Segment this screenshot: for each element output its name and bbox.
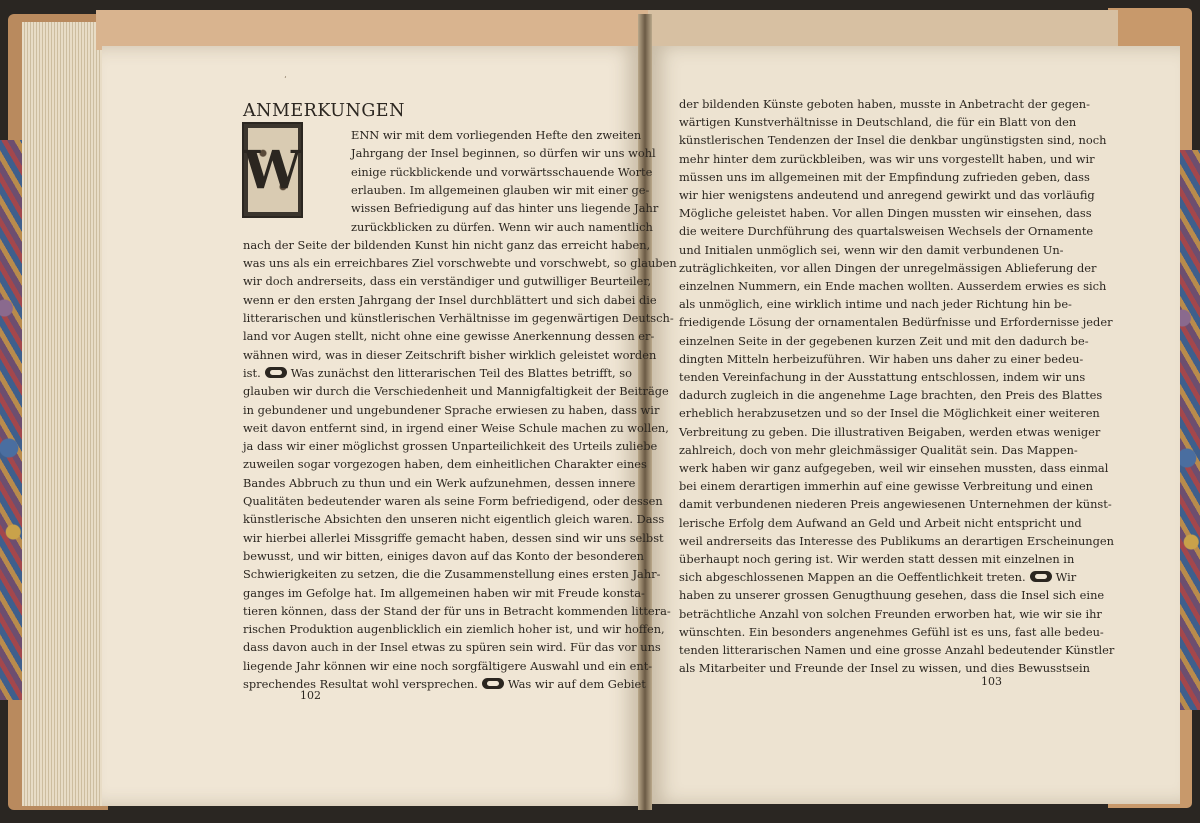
text-segment: lerische Erfolg dem Aufwand an Geld und Arbeit nicht entspricht und xyxy=(679,515,1082,530)
text-segment: als unmöglich, eine wirklich intime und nach jeder Richtung hin be- xyxy=(679,297,1072,312)
text-segment: litterarischen und künstlerischen Verhältnisse im gegenwärtigen Deutsch- xyxy=(243,311,674,325)
text-segment: Jahrgang der Insel beginnen, so dürfen wir uns wohl xyxy=(351,146,656,161)
text-line xyxy=(243,512,665,527)
text-line xyxy=(243,420,669,435)
text-segment: zurückblicken zu dürfen. Wenn wir auch namentlich xyxy=(351,219,653,234)
text-line xyxy=(679,424,1101,439)
text-line xyxy=(243,292,657,307)
text-segment: erheblich herabzusetzen und so der Insel die Möglichkeit einer weiteren xyxy=(679,406,1100,421)
text-segment: wünschten. Ein besonders angenehmes Gefühl ist es uns, fast alle bedeu- xyxy=(679,624,1104,639)
text-segment: Verbreitung zu geben. Die illustrativen Beigaben, werden etwas weniger xyxy=(679,424,1101,439)
text-segment: dadurch zugleich in die angenehme Lage brachten, den Preis des Blattes xyxy=(679,388,1103,403)
text-line xyxy=(679,388,1103,403)
text-segment: ja dass wir einer möglichst grossen Unparteilichkeit des Urteils zuliebe xyxy=(243,439,658,454)
text-segment: werk haben wir ganz aufgegeben, weil wir einsehen mussten, dass einmal xyxy=(679,461,1109,475)
text-segment: sich abgeschlossenen Mappen an die Oeffentlichkeit treten. xyxy=(679,570,1026,585)
text-line xyxy=(679,442,1078,457)
text-line xyxy=(243,402,660,417)
text-line xyxy=(679,515,1082,530)
text-segment: einzelnen Nummern, ein Ende machen wollten. Ausserdem erwies es sich xyxy=(679,279,1107,293)
text-line xyxy=(679,279,1107,293)
text-segment: Mögliche geleistet haben. Vor allen Dingen mussten wir einsehen, dass xyxy=(679,206,1092,221)
text-segment: Schwierigkeiten zu setzen, die die Zusammenstellung eines ersten Jahr- xyxy=(243,567,661,582)
text-segment: Wir xyxy=(1055,570,1077,585)
text-line xyxy=(679,461,1109,475)
text-line xyxy=(679,115,1077,130)
text-segment: Qualitäten bedeutender waren als seine Form befriedigend, oder dessen xyxy=(243,494,663,508)
text-segment: der bildenden Künste geboten haben, musste in Anbetracht der gegen- xyxy=(679,97,1090,111)
text-segment: wir hier wenigstens andeutend und anregend gewirkt und das vorläufig xyxy=(679,188,1095,202)
text-line xyxy=(243,622,665,637)
text-line xyxy=(243,567,661,582)
page-edges xyxy=(22,22,102,806)
text-segment: tieren können, dass der Stand der für uns in Betracht kommenden littera- xyxy=(243,603,671,618)
text-segment: und Initialen unmöglich sei, wenn wir den damit verbundenen Un- xyxy=(679,242,1064,257)
text-line xyxy=(679,188,1095,202)
text-line xyxy=(351,128,642,142)
text-line xyxy=(679,552,1075,566)
text-segment: dass davon auch in der Insel etwas zu spüren sein wird. Für das vor uns xyxy=(243,640,661,655)
text-segment: bei einem derartigen immerhin auf eine gewisse Verbreitung und einen xyxy=(679,479,1094,494)
marbled-endpaper-left xyxy=(0,140,22,700)
section-heading: ANMERKUNGEN xyxy=(243,101,405,121)
text-segment: rischen Produktion augenblicklich ein ziemlich hoher ist, und wir hoffen, xyxy=(243,622,665,637)
pencil-mark: ʻ xyxy=(284,75,287,84)
text-line xyxy=(679,97,1090,111)
text-segment: ist. xyxy=(243,365,261,380)
text-line xyxy=(351,219,653,234)
text-segment: zuweilen sogar vorgezogen haben, dem einheitlichen Charakter eines xyxy=(243,457,647,472)
text-line xyxy=(679,151,1095,166)
text-segment: Bandes Abbruch zu thun und ein Werk aufzunehmen, dessen innere xyxy=(243,475,636,490)
text-line xyxy=(243,274,652,289)
text-segment: haben zu unserer grossen Genugthuung gesehen, dass die Insel sich eine xyxy=(679,588,1105,603)
text-line xyxy=(243,384,669,399)
text-line xyxy=(351,201,659,216)
page-top-edge xyxy=(648,10,1118,50)
text-line xyxy=(679,588,1105,603)
text-line xyxy=(679,242,1064,257)
text-segment: tenden Vereinfachung in der Ausstattung entschlossen, indem wir uns xyxy=(679,370,1086,384)
text-line xyxy=(679,497,1112,512)
text-line xyxy=(243,548,644,563)
text-line xyxy=(679,606,1102,621)
text-segment: in gebundener und ungebundener Sprache erwiesen zu haben, dass wir xyxy=(243,402,660,417)
text-segment: einzelnen Seite in der gegebenen kurzen Zeit und mit den dadurch be- xyxy=(679,333,1089,348)
text-segment: ganges im Gefolge hat. Im allgemeinen haben wir mit Freude konsta- xyxy=(243,585,645,600)
text-segment: glauben wir durch die Verschiedenheit und Mannigfaltigkeit der Beiträge xyxy=(243,384,669,399)
text-line xyxy=(679,351,1084,366)
text-line xyxy=(243,347,657,362)
text-line xyxy=(679,260,1097,275)
text-line xyxy=(679,479,1094,494)
fleuron-ornament xyxy=(265,367,287,378)
text-line xyxy=(679,224,1094,239)
text-segment: zahlreich, doch von mehr gleichmässiger Qualität sein. Das Mappen- xyxy=(679,442,1078,457)
text-segment: überhaupt noch gering ist. Wir werden statt dessen mit einzelnen in xyxy=(679,552,1075,566)
text-line xyxy=(243,256,677,271)
text-line xyxy=(243,603,671,618)
decorative-initial xyxy=(242,122,303,218)
text-line xyxy=(243,311,674,325)
fleuron-ornament xyxy=(482,678,504,689)
text-line xyxy=(243,365,632,380)
text-line xyxy=(679,333,1089,348)
page-number-right: 103 xyxy=(981,675,1002,688)
text-line xyxy=(679,315,1113,330)
text-segment: einige rückblickende und vorwärtsschauende Worte xyxy=(351,164,653,179)
text-segment: zuträglichkeiten, vor allen Dingen der unregelmässigen Ablieferung der xyxy=(679,260,1097,275)
text-segment: wärtigen Kunstverhältnisse in Deutschland, die für ein Blatt von den xyxy=(679,115,1077,130)
marbled-endpaper-right xyxy=(1178,150,1200,710)
text-line xyxy=(243,439,658,454)
text-line xyxy=(351,146,656,161)
text-segment: wähnen wird, was in dieser Zeitschrift bisher wirklich geleistet worden xyxy=(243,347,657,362)
text-line xyxy=(351,164,653,179)
text-segment: sprechendes Resultat wohl versprechen. xyxy=(243,677,478,691)
text-segment: Was wir auf dem Gebiet xyxy=(507,677,646,691)
text-line xyxy=(679,370,1086,384)
text-line xyxy=(243,677,646,691)
text-line xyxy=(351,182,650,197)
text-segment: tenden litterarischen Namen und eine grosse Anzahl bedeutender Künstler xyxy=(679,643,1115,657)
text-segment: wir hierbei allerlei Missgriffe gemacht haben, dessen sind wir uns selbst xyxy=(243,530,664,545)
text-line xyxy=(243,530,664,545)
text-line xyxy=(243,475,636,490)
text-segment: künstlerischen Tendenzen der Insel die denkbar ungünstigsten sind, noch xyxy=(679,133,1107,148)
text-line xyxy=(679,624,1104,639)
text-segment: ENN wir mit dem vorliegenden Hefte den zweiten xyxy=(351,128,642,142)
text-segment: nach der Seite der bildenden Kunst hin nicht ganz das erreicht haben, xyxy=(243,237,651,252)
text-segment: Was zunächst den litterarischen Teil des Blattes betrifft, so xyxy=(290,365,632,380)
text-line xyxy=(679,570,1077,585)
text-line xyxy=(679,406,1100,421)
text-segment: wenn er den ersten Jahrgang der Insel durchblättert und sich dabei die xyxy=(243,292,657,307)
text-segment: was uns als ein erreichbares Ziel vorschwebte und vorschwebt, so glauben xyxy=(243,256,677,271)
text-segment: wissen Befriedigung auf das hinter uns liegende Jahr xyxy=(351,201,659,216)
text-segment: land vor Augen stellt, nicht ohne eine gewisse Anerkennung dessen er- xyxy=(243,329,655,344)
text-line xyxy=(679,297,1072,312)
text-segment: dingten Mitteln herbeizuführen. Wir haben uns daher zu einer bedeu- xyxy=(679,351,1084,366)
text-line xyxy=(243,658,653,673)
text-line xyxy=(679,643,1115,657)
text-segment: als Mitarbeiter und Freunde der Insel zu wissen, und dies Bewusstsein xyxy=(679,661,1090,676)
text-line xyxy=(679,206,1092,221)
fleuron-ornament xyxy=(1030,571,1052,582)
text-segment: müssen uns im allgemeinen mit der Empfindung zufrieden geben, dass xyxy=(679,169,1090,184)
text-line xyxy=(679,169,1090,184)
text-line xyxy=(679,661,1090,676)
text-segment: erlauben. Im allgemeinen glauben wir mit einer ge- xyxy=(351,182,650,197)
text-segment: die weitere Durchführung des quartalsweisen Wechsels der Ornamente xyxy=(679,224,1094,239)
text-segment: liegende Jahr können wir eine noch sorgfältigere Auswahl und ein ent- xyxy=(243,658,653,673)
text-line xyxy=(243,494,663,508)
text-line xyxy=(679,133,1107,148)
text-line xyxy=(243,585,645,600)
text-line xyxy=(243,640,661,655)
text-segment: wir doch andrerseits, dass ein verständiger und gutwilliger Beurteiler, xyxy=(243,274,652,289)
text-segment: friedigende Lösung der ornamentalen Bedürfnisse und Erfordernisse jeder xyxy=(679,315,1113,330)
text-line xyxy=(243,237,651,252)
text-line xyxy=(243,457,647,472)
text-segment: künstlerische Absichten den unseren nicht eigentlich gleich waren. Dass xyxy=(243,512,665,527)
text-segment: weil andrerseits das Interesse des Publikums an derartigen Erscheinungen xyxy=(679,533,1114,548)
text-segment: mehr hinter dem zurückbleiben, was wir uns vorgestellt haben, und wir xyxy=(679,151,1095,166)
text-segment: damit verbundenen niederen Preis angewiesenen Unternehmen der künst- xyxy=(679,497,1112,512)
page-number-left: 102 xyxy=(300,689,321,702)
text-segment: weit davon entfernt sind, in irgend einer Weise Schule machen zu wollen, xyxy=(243,420,669,435)
text-segment: bewusst, und wir bitten, einiges davon auf das Konto der besonderen xyxy=(243,548,644,563)
text-line xyxy=(243,329,655,344)
initial-letter: W xyxy=(248,128,298,212)
text-line xyxy=(679,533,1114,548)
text-segment: beträchtliche Anzahl von solchen Freunden erworben hat, wie wir sie ihr xyxy=(679,606,1102,621)
